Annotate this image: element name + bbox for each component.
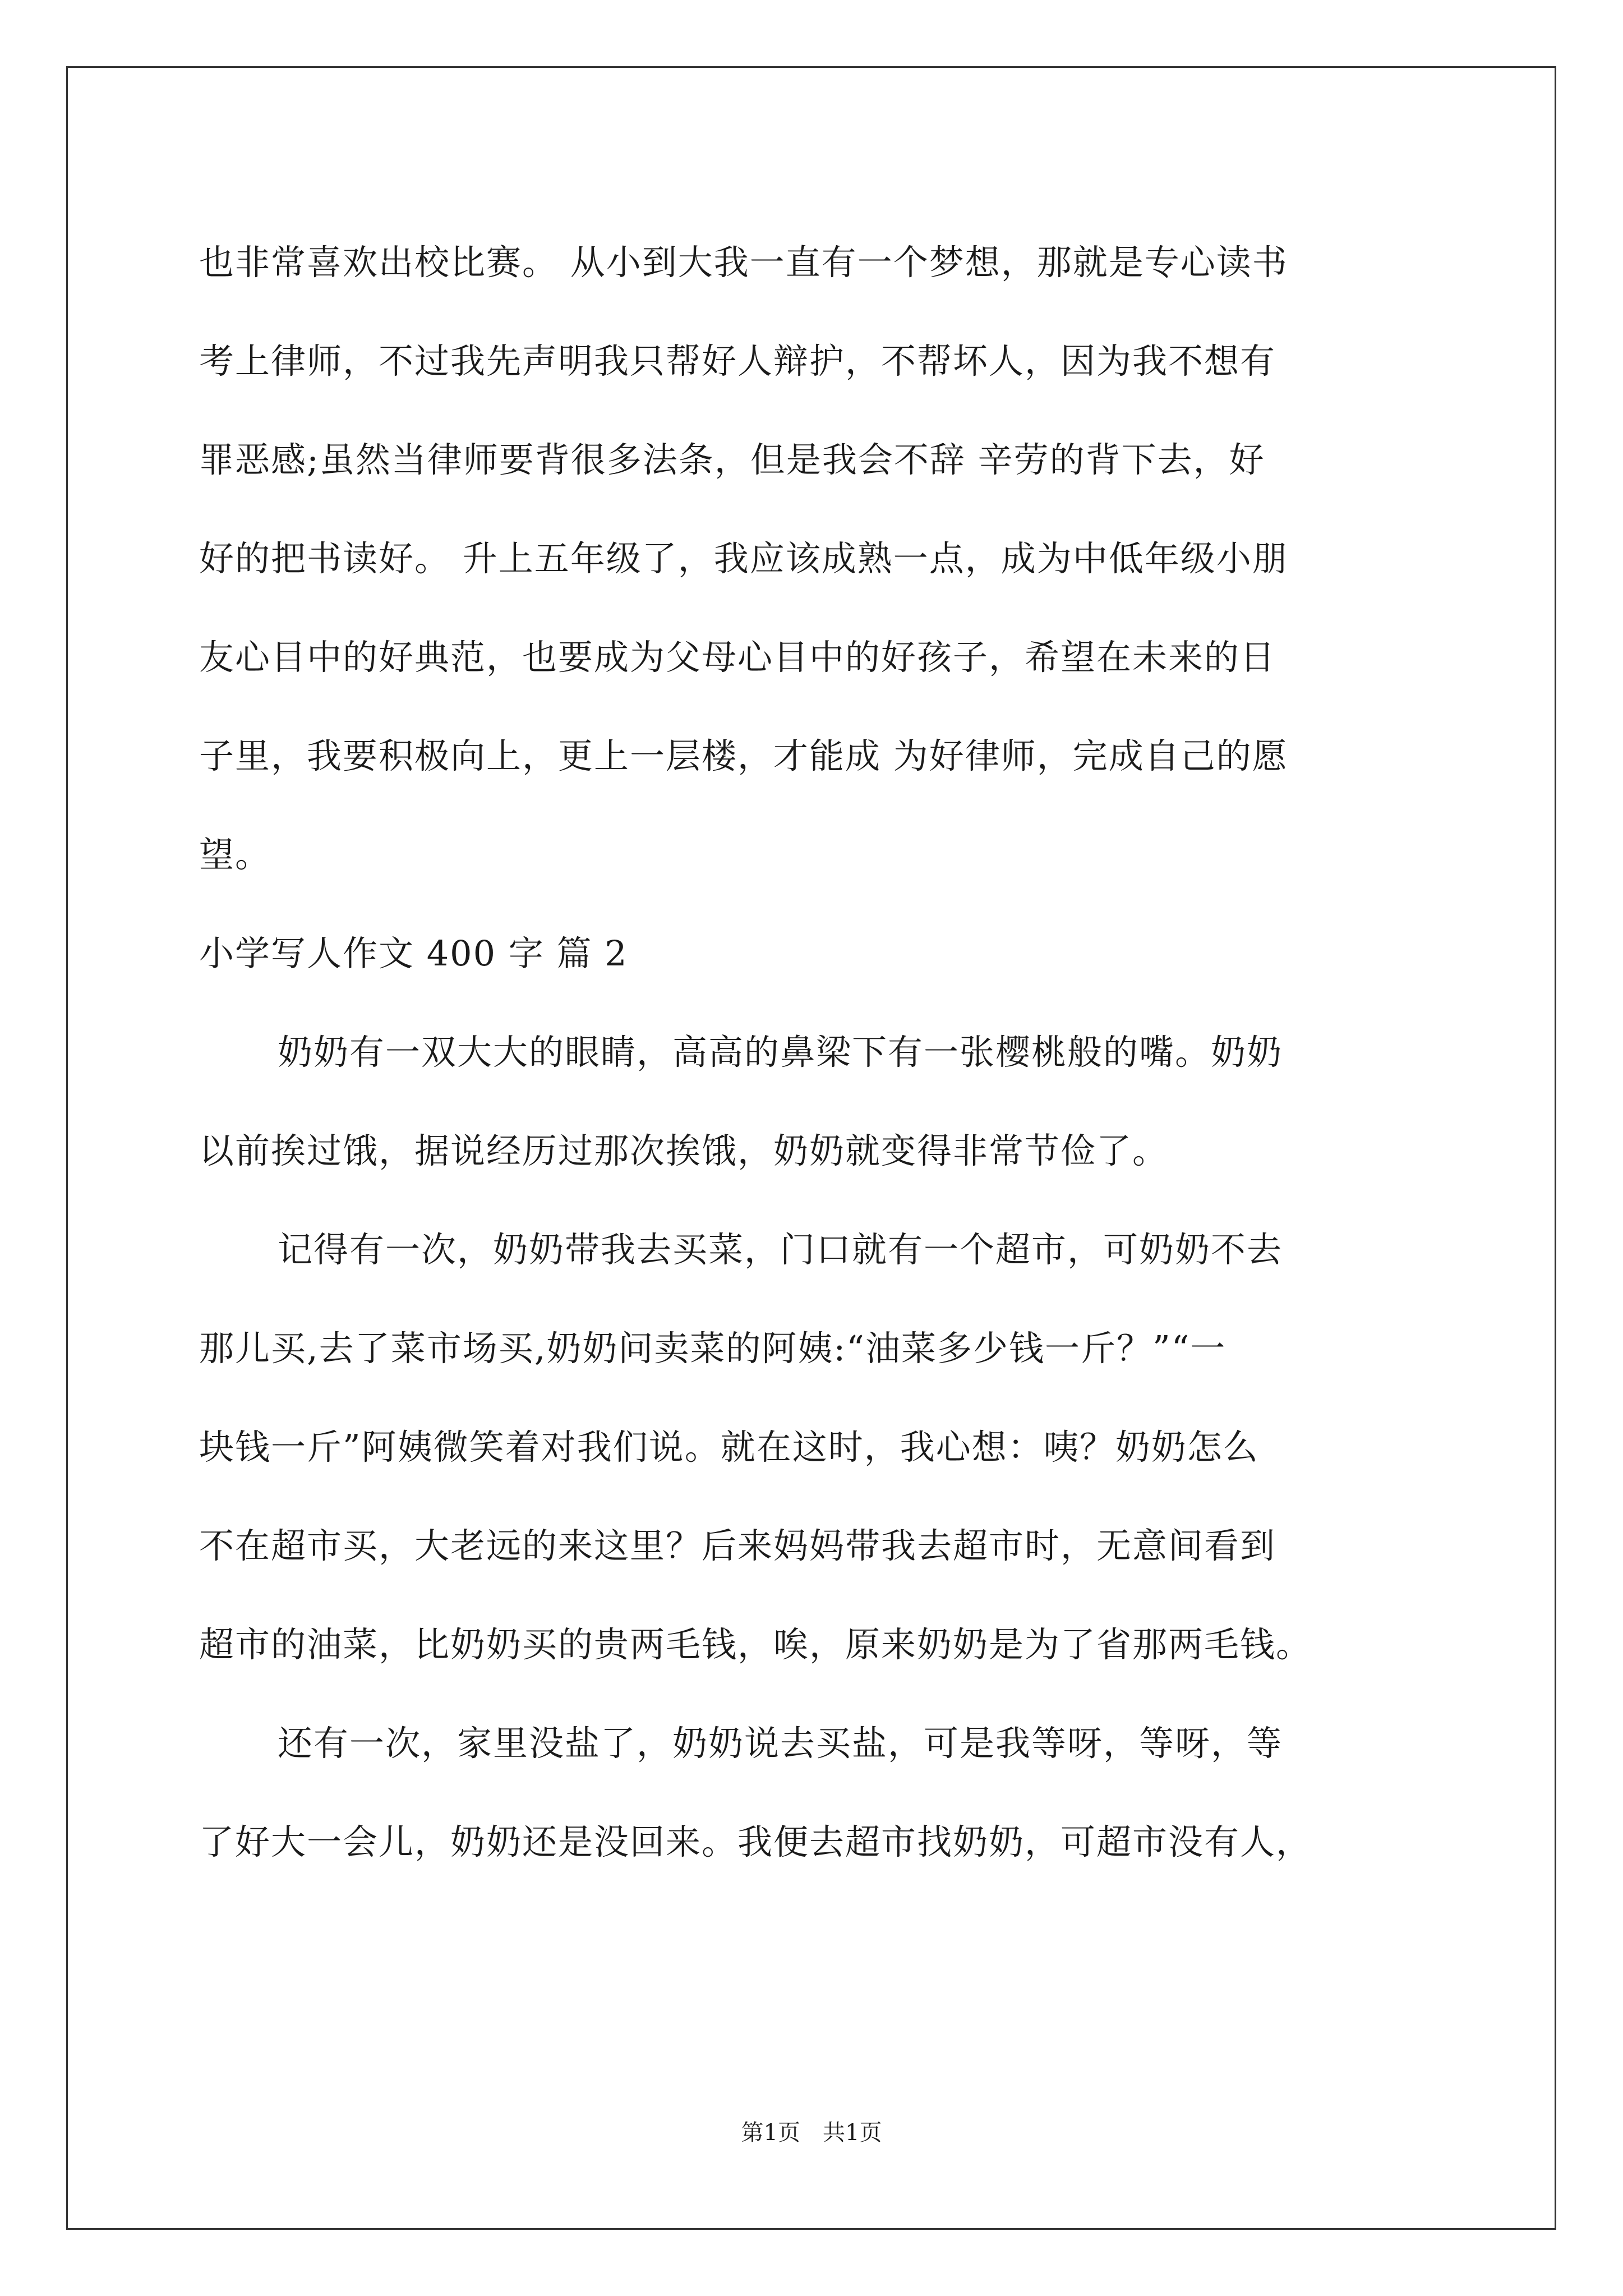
- text-line: 考上律师，不过我先声明我只帮好人辩护，不帮坏人，因为我不想有: [199, 341, 1276, 381]
- page-total: 共1页: [823, 2120, 882, 2146]
- text-line: 了好大一会儿，奶奶还是没回来。我便去超市找奶奶，可超市没有人，: [199, 1821, 1312, 1862]
- text-line: 子里，我要积极向上，更上一层楼，才能成 为好律师，完成自己的愿: [199, 735, 1288, 776]
- text-line: 也非常喜欢出校比赛。 从小到大我一直有一个梦想，那就是专心读书: [199, 242, 1288, 283]
- page-footer: [0, 2115, 1623, 2147]
- section-title: 小学写人作文 400 字 篇 2: [199, 933, 628, 974]
- text-line: 超市的油菜，比奶奶买的贵两毛钱，唉，原来奶奶是为了省那两毛钱。: [199, 1624, 1312, 1665]
- text-line: 不在超市买，大老远的来这里？后来妈妈带我去超市时，无意间看到: [199, 1525, 1276, 1566]
- text-line: 望。: [199, 834, 271, 875]
- text-line: 奶奶有一双大大的眼睛，高高的鼻梁下有一张樱桃般的嘴。奶奶: [278, 1032, 1283, 1073]
- text-line: 块钱一斤”阿姨微笑着对我们说。就在这时，我心想：咦？奶奶怎么: [199, 1427, 1259, 1467]
- page-number: 第1页: [741, 2120, 800, 2146]
- document-body: [199, 213, 1422, 1892]
- text-line: 那儿买,去了菜市场买,奶奶问卖菜的阿姨:“油菜多少钱一斤？”“一: [199, 1328, 1227, 1369]
- text-line: 罪恶感;虽然当律师要背很多法条，但是我会不辞 辛劳的背下去，好: [199, 439, 1265, 480]
- text-line: 友心目中的好典范，也要成为父母心目中的好孩子，希望在未来的日: [199, 637, 1276, 678]
- text-line: 好的把书读好。 升上五年级了，我应该成熟一点，成为中低年级小朋: [199, 538, 1288, 579]
- text-line: 还有一次，家里没盐了，奶奶说去买盐，可是我等呀，等呀，等: [278, 1723, 1283, 1764]
- text-line: 以前挨过饿，据说经历过那次挨饿，奶奶就变得非常节俭了。: [199, 1130, 1169, 1171]
- text-line: 记得有一次，奶奶带我去买菜，门口就有一个超市，可奶奶不去: [278, 1229, 1283, 1270]
